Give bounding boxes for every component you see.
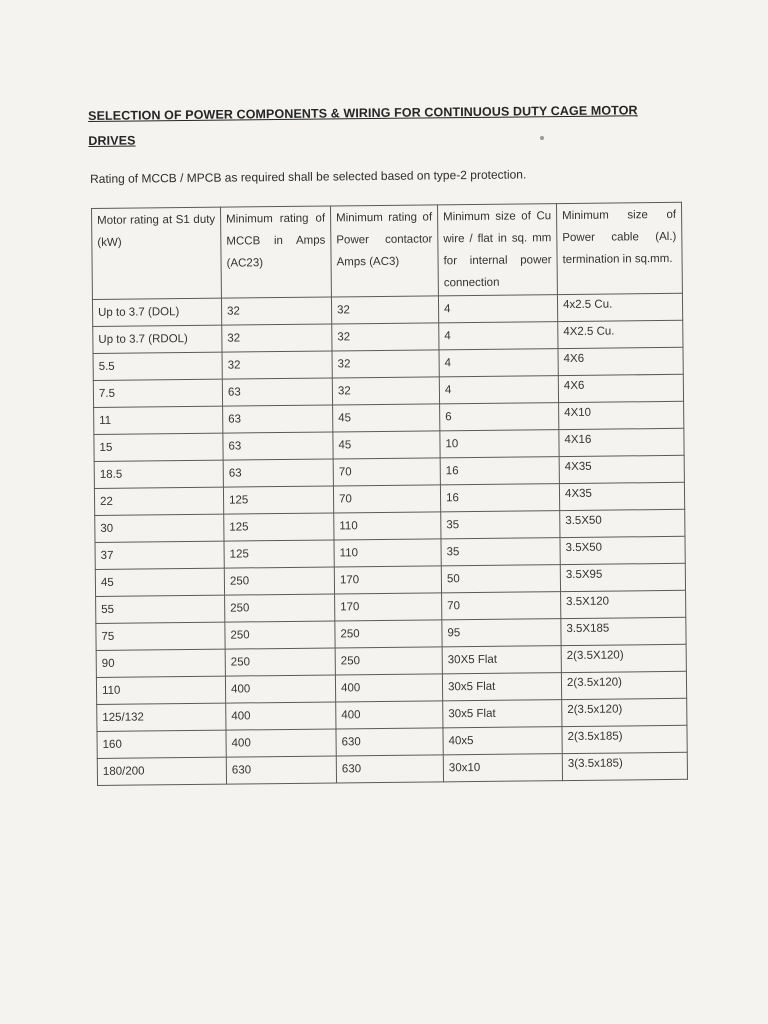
intro-text: Rating of MCCB / MPCB as required shall be selected based on type-2 protection. [90, 167, 527, 186]
cell-contactor-rating: 630 [336, 755, 443, 783]
cell-power-cable-size: 3.5X185 [561, 617, 686, 645]
cell-power-cable-size: 4X2.5 Cu. [558, 320, 683, 348]
cell-contactor-rating: 400 [336, 701, 443, 729]
cell-power-cable-size: 4X10 [559, 401, 684, 429]
cell-contactor-rating: 110 [334, 539, 441, 567]
cell-cu-wire-size: 30x5 Flat [442, 673, 561, 701]
cell-cu-wire-size: 6 [440, 403, 559, 431]
cell-cu-wire-size: 4 [439, 349, 558, 377]
cell-mccb-rating: 125 [223, 486, 333, 514]
cell-mccb-rating: 63 [223, 432, 333, 460]
cell-mccb-rating: 250 [225, 594, 335, 622]
cell-motor-rating: 30 [95, 514, 224, 542]
cell-motor-rating: 110 [96, 676, 225, 704]
cell-contactor-rating: 110 [334, 512, 441, 540]
cell-power-cable-size: 4X16 [559, 428, 684, 456]
cell-contactor-rating: 70 [333, 458, 440, 486]
cell-cu-wire-size: 16 [440, 457, 559, 485]
cell-mccb-rating: 630 [226, 756, 336, 784]
cell-power-cable-size: 4X6 [558, 347, 683, 375]
cell-motor-rating: 18.5 [94, 460, 223, 488]
cell-mccb-rating: 32 [222, 351, 332, 379]
cell-mccb-rating: 400 [225, 675, 335, 703]
cell-cu-wire-size: 40x5 [443, 727, 562, 755]
cell-mccb-rating: 32 [222, 324, 332, 352]
cell-mccb-rating: 63 [223, 405, 333, 433]
cell-cu-wire-size: 4 [439, 322, 558, 350]
cell-power-cable-size: 3.5X50 [560, 509, 685, 537]
cell-cu-wire-size: 35 [441, 511, 560, 539]
cell-motor-rating: 160 [97, 730, 226, 758]
cell-mccb-rating: 125 [224, 540, 334, 568]
cell-contactor-rating: 250 [335, 620, 442, 648]
cell-contactor-rating: 630 [336, 728, 443, 756]
cell-cu-wire-size: 50 [441, 565, 560, 593]
cell-mccb-rating: 400 [226, 729, 336, 757]
cell-power-cable-size: 2(3.5x120) [561, 671, 686, 699]
cell-power-cable-size: 2(3.5x120) [562, 698, 687, 726]
cell-cu-wire-size: 35 [441, 538, 560, 566]
cell-contactor-rating: 400 [335, 674, 442, 702]
table-header-row [92, 202, 683, 299]
table-row [97, 752, 687, 785]
cell-power-cable-size: 3.5X95 [560, 563, 685, 591]
cell-power-cable-size: 3(3.5x185) [562, 752, 687, 780]
cell-contactor-rating: 32 [332, 323, 439, 351]
cell-motor-rating: 22 [94, 487, 223, 515]
cell-motor-rating: 37 [95, 541, 224, 569]
cell-motor-rating: 90 [96, 649, 225, 677]
cell-contactor-rating: 70 [333, 485, 440, 513]
cell-motor-rating: Up to 3.7 (DOL) [92, 298, 221, 326]
cell-power-cable-size: 4X35 [559, 455, 684, 483]
cell-power-cable-size: 4X35 [559, 482, 684, 510]
cell-cu-wire-size: 30x10 [443, 754, 562, 782]
cell-contactor-rating: 32 [332, 350, 439, 378]
cell-motor-rating: 125/132 [97, 703, 226, 731]
cell-contactor-rating: 170 [334, 566, 441, 594]
cell-power-cable-size: 4X6 [558, 374, 683, 402]
cell-mccb-rating: 125 [224, 513, 334, 541]
header-power-cable-size: Minimum size of Power cable (Al.) termination in sq.mm. [556, 202, 682, 294]
cell-cu-wire-size: 95 [442, 619, 561, 647]
cell-cu-wire-size: 16 [440, 484, 559, 512]
cell-contactor-rating: 45 [333, 431, 440, 459]
cell-contactor-rating: 32 [332, 377, 439, 405]
cell-mccb-rating: 250 [225, 621, 335, 649]
cell-power-cable-size: 3.5X120 [561, 590, 686, 618]
table-body [92, 293, 687, 785]
cell-motor-rating: Up to 3.7 (RDOL) [93, 325, 222, 353]
cell-motor-rating: 180/200 [97, 757, 226, 785]
cell-mccb-rating: 32 [221, 297, 331, 325]
cell-cu-wire-size: 30x5 Flat [443, 700, 562, 728]
stray-dot-mark [540, 136, 544, 140]
components-table-container [91, 202, 688, 786]
header-motor-rating: Motor rating at S1 duty (kW) [92, 207, 222, 299]
header-contactor-rating: Minimum rating of Power contactor Amps (AC3) [330, 205, 438, 297]
cell-mccb-rating: 250 [225, 648, 335, 676]
cell-mccb-rating: 250 [224, 567, 334, 595]
power-components-table [91, 202, 688, 786]
cell-cu-wire-size: 4 [438, 295, 557, 323]
cell-motor-rating: 7.5 [93, 379, 222, 407]
cell-contactor-rating: 170 [335, 593, 442, 621]
cell-contactor-rating: 45 [333, 404, 440, 432]
document-title: SELECTION OF POWER COMPONENTS & WIRING FOR CONTINUOUS DUTY CAGE MOTOR DRIVES [88, 103, 638, 148]
cell-cu-wire-size: 4 [439, 376, 558, 404]
cell-mccb-rating: 400 [226, 702, 336, 730]
header-cu-wire-size: Minimum size of Cu wire / flat in sq. mm for internal power connection [437, 204, 557, 296]
cell-motor-rating: 75 [96, 622, 225, 650]
cell-motor-rating: 55 [96, 595, 225, 623]
cell-motor-rating: 5.5 [93, 352, 222, 380]
cell-mccb-rating: 63 [223, 459, 333, 487]
cell-motor-rating: 11 [94, 406, 223, 434]
cell-power-cable-size: 3.5X50 [560, 536, 685, 564]
cell-power-cable-size: 4x2.5 Cu. [557, 293, 682, 321]
cell-cu-wire-size: 30X5 Flat [442, 646, 561, 674]
cell-motor-rating: 15 [94, 433, 223, 461]
cell-power-cable-size: 2(3.5x185) [562, 725, 687, 753]
cell-cu-wire-size: 10 [440, 430, 559, 458]
cell-contactor-rating: 250 [335, 647, 442, 675]
cell-power-cable-size: 2(3.5X120) [561, 644, 686, 672]
cell-motor-rating: 45 [95, 568, 224, 596]
cell-mccb-rating: 63 [222, 378, 332, 406]
header-mccb-rating: Minimum rating of MCCB in Amps (AC23) [220, 206, 331, 298]
cell-contactor-rating: 32 [331, 296, 438, 324]
cell-cu-wire-size: 70 [442, 592, 561, 620]
